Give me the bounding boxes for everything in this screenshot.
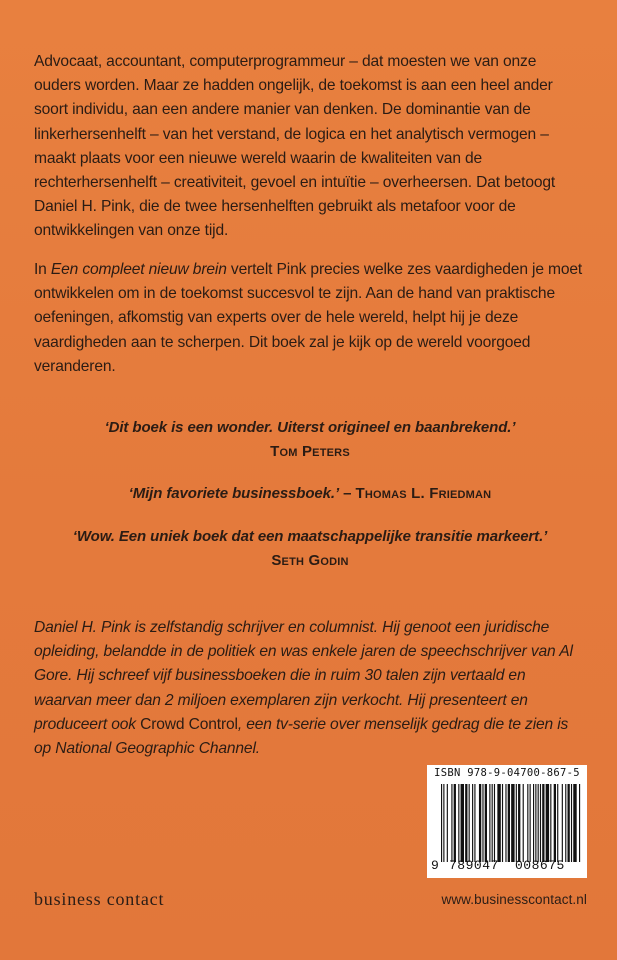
barcode-bar <box>511 784 514 862</box>
barcode-bar <box>494 784 495 862</box>
isbn-label: ISBN 978-9-04700-867-5 <box>434 767 580 779</box>
barcode-bar <box>530 784 531 862</box>
barcode-bar <box>542 784 544 862</box>
barcode-bar <box>557 784 558 862</box>
bio-part1: Daniel H. Pink is zelfstandig schrijver en columnist. Hij genoot een juridische opleiding, belandde in de politiek en was enkele jaren de speechschrijver van Al Gore. Hij schreef vijf businessboeken die in ruim 30 talen zijn vertaald en waarvan meer dan 2 miljoen exemplaren zijn verkocht. Hij presenteert en produceert ook <box>34 619 573 733</box>
barcode-bar <box>550 784 551 862</box>
barcode-bar <box>546 784 549 862</box>
quote-text: ‘Dit boek is een wonder. Uiterst origineel en baanbrekend.’ <box>104 419 516 436</box>
barcode-bar <box>505 784 506 862</box>
barcode-bar <box>527 784 528 862</box>
quote-author: Tom Peters <box>270 443 350 460</box>
barcode-bar <box>492 784 493 862</box>
show-name: Crowd Control <box>140 715 238 733</box>
quote-text: ‘Wow. Een uniek boek dat een maatschappelijke transitie markeert.’ <box>72 528 548 545</box>
quote-block <box>34 482 586 506</box>
author-bio <box>34 616 586 761</box>
barcode-bar <box>469 784 470 862</box>
quote-block <box>34 416 586 464</box>
barcode-bar <box>568 784 570 862</box>
barcode-bar <box>474 784 475 862</box>
barcode-bar <box>518 784 520 862</box>
quote-author: Thomas L. Friedman <box>355 485 492 502</box>
barcode-bar <box>465 784 467 862</box>
publisher-website: www.businesscontact.nl <box>441 892 587 907</box>
quote-block <box>34 525 586 573</box>
barcode-bar <box>489 784 490 862</box>
barcode-bar <box>479 784 481 862</box>
barcode-bar <box>538 784 539 862</box>
barcode <box>427 765 587 878</box>
barcode-bar <box>535 784 536 862</box>
barcode-bar <box>458 784 459 862</box>
barcode-bar <box>454 784 456 862</box>
barcode-bar <box>523 784 524 862</box>
barcode-bar <box>571 784 572 862</box>
barcode-bar <box>497 784 500 862</box>
barcode-bar <box>540 784 541 862</box>
barcode-bar <box>565 784 566 862</box>
barcode-bar <box>485 784 487 862</box>
barcode-digits-right: 008675 <box>515 858 565 873</box>
barcode-bar <box>533 784 534 862</box>
barcode-bar <box>441 784 442 862</box>
summary-paragraph <box>34 258 586 379</box>
barcode-bars <box>441 784 581 862</box>
barcode-bar <box>508 784 510 862</box>
barcode-bar <box>562 784 563 862</box>
barcode-bar <box>516 784 517 862</box>
intro-paragraph: Advocaat, accountant, computerprogrammeur – dat moesten we van onze ouders worden. Maar ze hadden ongelijk, de toekomst is aan een heel ander soort individu, aan een andere manier van denken. De dominantie van de linkerhersenhelft – van het verstand, de logica en het analytisch vermogen – maakt plaats voor een nieuwe wereld waarin de kwaliteiten van de rechterhersenhelft – creativiteit, gevoel en intuïtie – overheersen. Dat betoogt Daniel H. Pink, die de twee hersenhelften gebruikt als metafoor voor de ontwikkelingen van onze tijd. <box>34 53 556 240</box>
barcode-bar <box>443 784 444 862</box>
quote-text: ‘Mijn favoriete businessboek.’ <box>128 485 340 502</box>
book-title: Een compleet nieuw brein <box>50 261 227 278</box>
barcode-bar <box>573 784 576 862</box>
barcode-bar <box>579 784 580 862</box>
barcode-bar <box>451 784 452 862</box>
barcode-bar <box>472 784 473 862</box>
publisher-logo: business contact <box>34 889 165 909</box>
barcode-digit-first: 9 <box>431 858 439 873</box>
barcode-bar <box>502 784 503 862</box>
summary-text: vertelt Pink precies welke zes vaardigheden je moet ontwikkelen om in de toekomst succesvol te zijn. Aan de hand van praktische oefeningen, afkomstig van experts over de hele wereld, helpt hij je deze vaardigheden aan te scherpen. Dit boek zal je kijk op de wereld voorgoed veranderen. <box>34 261 583 375</box>
barcode-bar <box>554 784 556 862</box>
quote-author: Seth Godin <box>271 552 349 569</box>
barcode-bar <box>461 784 464 862</box>
barcode-digits-left: 789047 <box>449 858 499 873</box>
barcode-bar <box>482 784 483 862</box>
barcode-bar <box>447 784 448 862</box>
bio-part2: , een tv-serie over menselijk gedrag die te zien is op National Geographic Channel. <box>34 715 569 758</box>
summary-prefix: In <box>34 261 51 278</box>
quote-separator: – <box>339 485 356 502</box>
